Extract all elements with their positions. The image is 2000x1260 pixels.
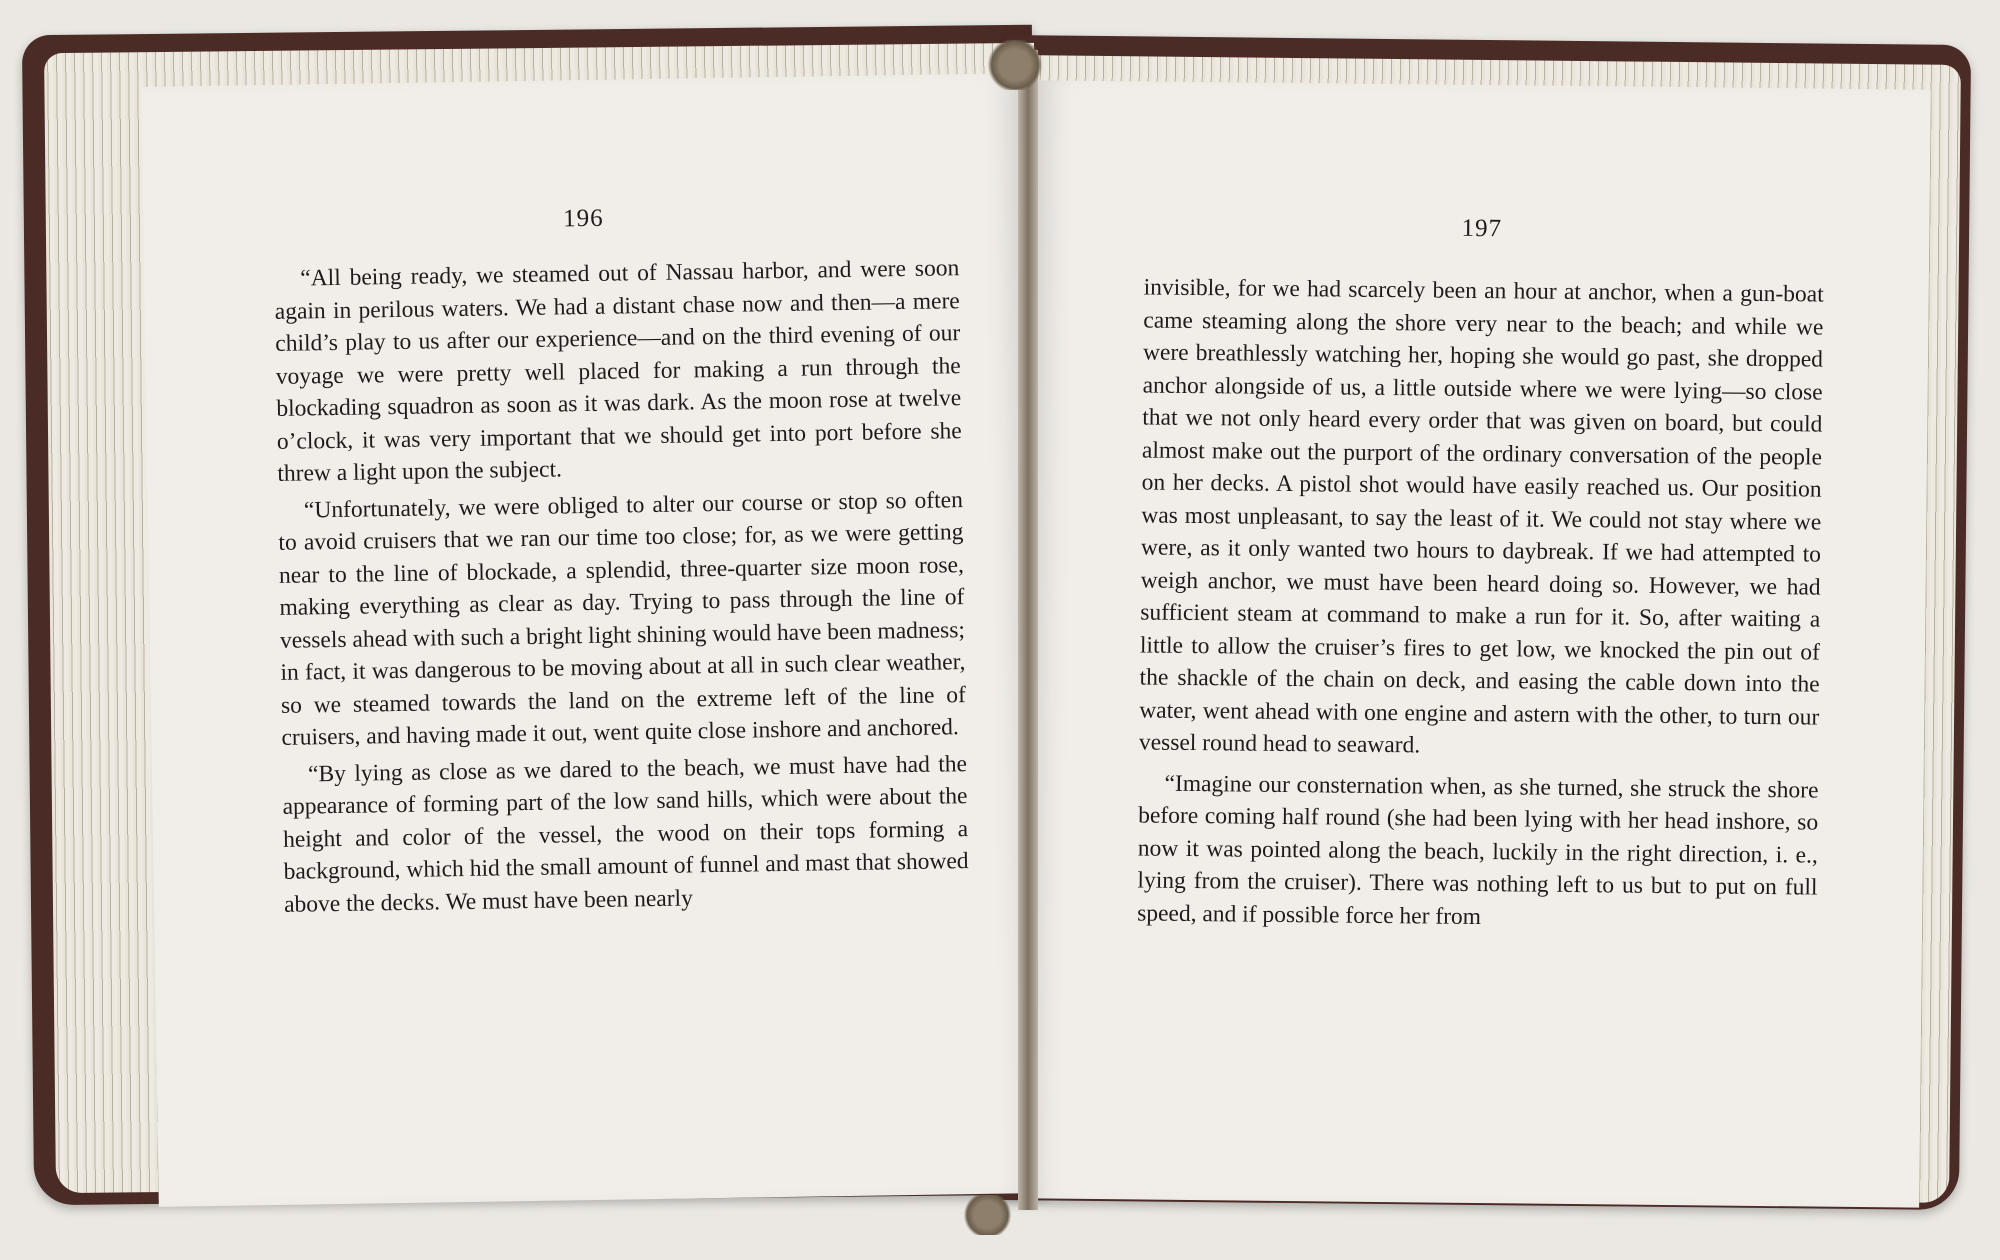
paragraph: “Unfortunately, we were obliged to alter our course or stop so often to avoid cruisers that we ran our time too close; for, as we were getting near to the line of blockade, a splendid, three-quarter size moon rose, making everything as clear as day. Trying to pass through the line of vessels ahead with such a bright light shining would have been madness; in fact, it was dangerous to be moving about at all in such clear weather, so we steamed towards the land on the extreme left of the line of cruisers, and having made it out, went quite close inshore and anchored.	[278, 486, 967, 751]
page-number-left: 196	[562, 204, 604, 233]
headband	[985, 40, 1045, 90]
left-page	[141, 73, 1038, 1207]
book-gutter	[1018, 50, 1038, 1210]
paragraph: invisible, for we had scarcely been an hour at anchor, when a gun-boat came steaming along the shore very near to the beach; and while we were breathlessly watching her, hoping she would go past, she dropped anchor alongside of us, a little outside where we were lying—so close that we not only heard every order that was given on board, but could almost make out the purport of the ordinary conversation of the people on her decks. A pistol shot would have easily reached us. Our position was most unpleasant, to say the least of it. We could not stay where we were, as it only wanted two hours to daybreak. If we had attempted to weigh anchor, we must have been heard doing so. However, we had sufficient steam at command to make a run for it. So, after waiting a little to allow the cruiser’s fires to get low, we knocked the pin out of the shackle of the chain on deck, and easing the cable down into the water, went ahead with one engine and astern with the other, to turn our vessel round head to seaward.	[1138, 274, 1824, 759]
paragraph: “Imagine our consternation when, as she turned, she struck the shore before coming half round (she had been lying with her head inshore, so now it was pointed along the beach, luckily in the right direction, i. e., lying from the cruiser). There was nothing left to us but to put on full speed, and if possible force her from	[1137, 770, 1819, 930]
paragraph: “By lying as close as we dared to the beach, we must have had the appearance of forming part of the low sand hills, which were about the height and color of the vessel, the wood on their tops forming a background, which hid the small amount of funnel and mast that showed above the decks. We must have been nearly	[282, 750, 969, 918]
left-page-text	[274, 252, 969, 921]
paragraph: “All being ready, we steamed out of Nassau harbor, and were soon again in perilous waters. We had a distant chase now and then—a mere child’s play to us after our experience—and on the third evening of our voyage we were pretty well placed for making a run through the blockading squadron as soon as it was dark. As the moon rose at twelve o’clock, it was very important that we should get into port before she threw a light upon the subject.	[274, 255, 962, 487]
tailband	[960, 1195, 1015, 1235]
page-number-right: 197	[1461, 214, 1503, 243]
right-page	[1024, 80, 1931, 1207]
right-page-text	[1137, 271, 1824, 936]
